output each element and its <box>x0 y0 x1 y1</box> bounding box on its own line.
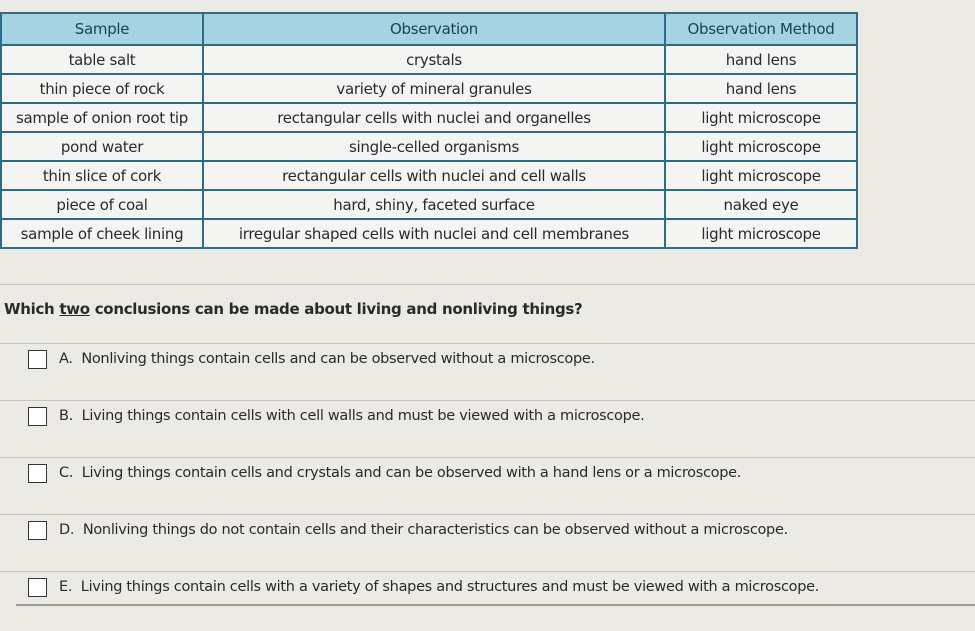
cell-sample: sample of cheek lining <box>1 219 203 248</box>
question-prefix: Which <box>4 300 60 318</box>
answer-option-c[interactable] <box>28 459 741 487</box>
option-label: Living things contain cells with cell walls and must be viewed with a microscope. <box>81 408 645 424</box>
checkbox[interactable] <box>28 521 47 540</box>
divider <box>0 514 975 515</box>
cell-sample: thin piece of rock <box>1 74 203 103</box>
divider <box>0 284 975 285</box>
table-row <box>1 132 857 161</box>
cell-observation: rectangular cells with nuclei and organelles <box>203 103 665 132</box>
data-table-container <box>0 12 856 249</box>
checkbox[interactable] <box>28 350 47 369</box>
option-letter: D. <box>59 522 75 538</box>
cell-method: light microscope <box>665 103 857 132</box>
answer-option-d[interactable] <box>28 516 788 544</box>
option-label: Nonliving things do not contain cells and their characteristics can be observed without a microscope. <box>82 522 788 538</box>
table-row <box>1 74 857 103</box>
cell-method: hand lens <box>665 45 857 74</box>
option-letter: E. <box>59 579 73 595</box>
option-letter: A. <box>59 351 73 367</box>
header-sample: Sample <box>1 13 203 45</box>
option-text <box>59 408 644 424</box>
cell-observation: variety of mineral granules <box>203 74 665 103</box>
cell-sample: pond water <box>1 132 203 161</box>
question-emphasis: two <box>59 300 90 318</box>
option-label: Living things contain cells and crystals and can be observed with a hand lens or a microscope. <box>81 465 742 481</box>
cell-sample: table salt <box>1 45 203 74</box>
cell-sample: sample of onion root tip <box>1 103 203 132</box>
option-letter: B. <box>59 408 73 424</box>
divider <box>0 457 975 458</box>
option-label: Nonliving things contain cells and can be observed without a microscope. <box>81 351 595 367</box>
cell-observation: crystals <box>203 45 665 74</box>
table-header-row <box>1 13 857 45</box>
table-row <box>1 190 857 219</box>
divider <box>16 604 975 606</box>
checkbox[interactable] <box>28 578 47 597</box>
divider <box>0 343 975 344</box>
header-observation-method: Observation Method <box>665 13 857 45</box>
question-prompt <box>4 300 582 318</box>
option-label: Living things contain cells with a variety of shapes and structures and must be viewed with a microscope. <box>80 579 820 595</box>
cell-method: hand lens <box>665 74 857 103</box>
cell-sample: piece of coal <box>1 190 203 219</box>
table-row <box>1 219 857 248</box>
option-text <box>59 465 741 481</box>
option-text <box>59 579 819 595</box>
question-suffix: conclusions can be made about living and nonliving things? <box>89 300 583 318</box>
cell-method: light microscope <box>665 219 857 248</box>
cell-method: light microscope <box>665 132 857 161</box>
divider <box>0 400 975 401</box>
table-row <box>1 45 857 74</box>
header-observation: Observation <box>203 13 665 45</box>
table-row <box>1 161 857 190</box>
divider <box>0 571 975 572</box>
checkbox[interactable] <box>28 407 47 426</box>
answer-option-a[interactable] <box>28 345 595 373</box>
table-row <box>1 103 857 132</box>
answer-option-e[interactable] <box>28 573 819 601</box>
cell-method: light microscope <box>665 161 857 190</box>
answer-option-b[interactable] <box>28 402 644 430</box>
observation-table <box>0 12 858 249</box>
cell-observation: rectangular cells with nuclei and cell walls <box>203 161 665 190</box>
option-text <box>59 522 788 538</box>
cell-observation: single-celled organisms <box>203 132 665 161</box>
cell-observation: irregular shaped cells with nuclei and cell membranes <box>203 219 665 248</box>
option-letter: C. <box>59 465 74 481</box>
cell-method: naked eye <box>665 190 857 219</box>
checkbox[interactable] <box>28 464 47 483</box>
option-text <box>59 351 595 367</box>
cell-sample: thin slice of cork <box>1 161 203 190</box>
cell-observation: hard, shiny, faceted surface <box>203 190 665 219</box>
